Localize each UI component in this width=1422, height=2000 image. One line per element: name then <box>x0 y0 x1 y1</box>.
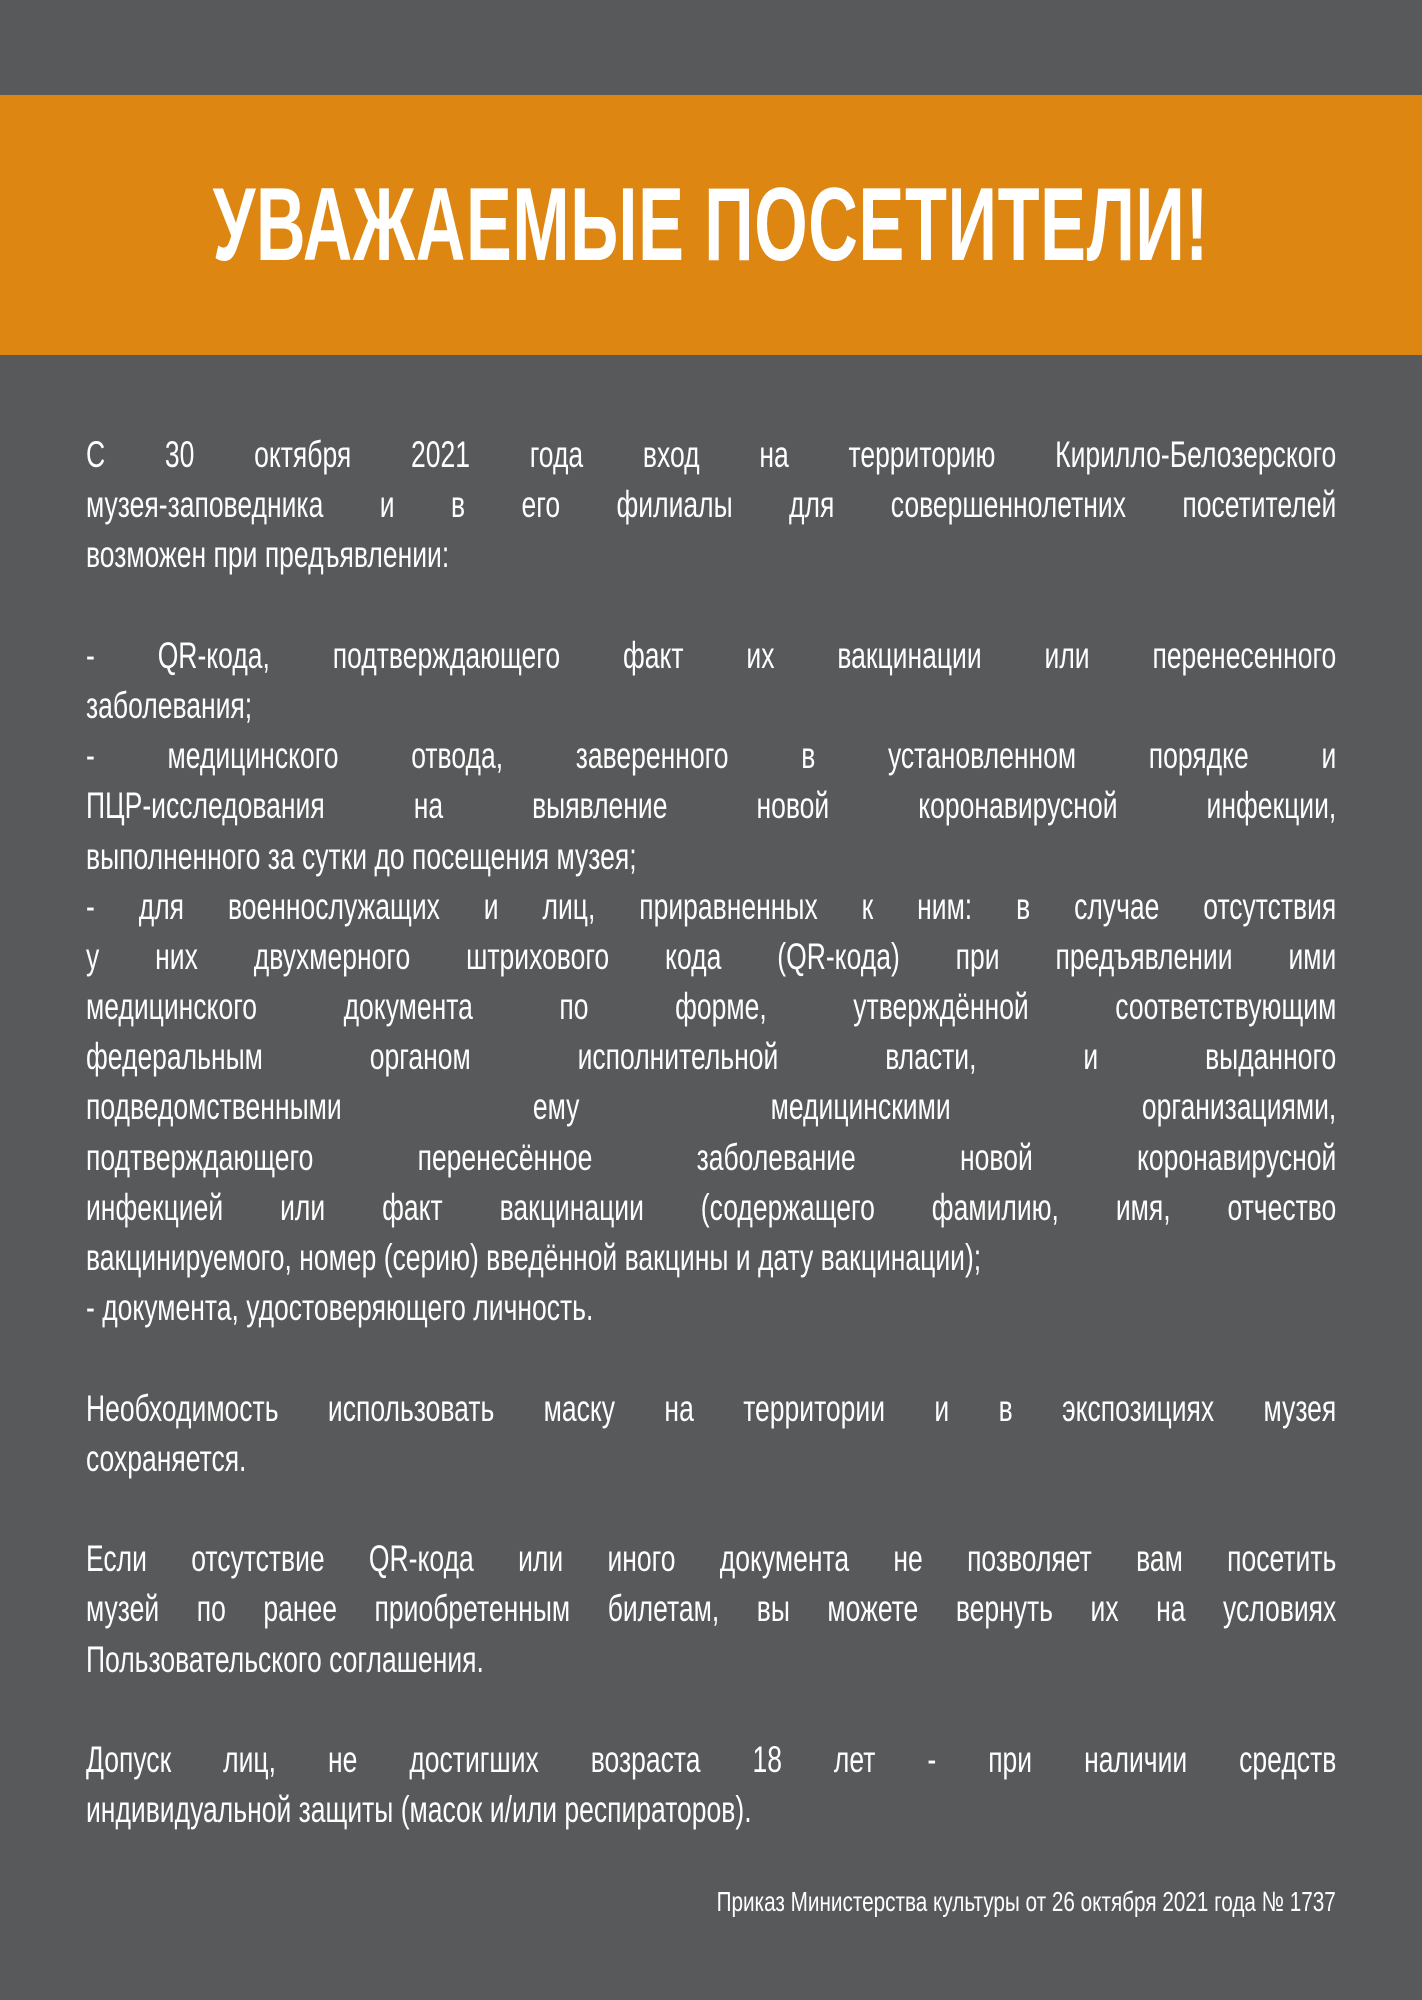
text-line: у них двухмерного штрихового кода (QR-кода) при предъявлении ими <box>86 935 1337 977</box>
text-line: Необходимость использовать маску на территории и в экспозициях музея <box>86 1387 1337 1429</box>
paragraph-minors <box>86 1735 1336 1835</box>
text-line: ПЦР-исследования на выявление новой коронавирусной инфекции, <box>86 785 1337 827</box>
paragraph-requirements <box>86 631 1336 1334</box>
text-line: подтверждающего перенесённое заболевание новой коронавирусной <box>86 1136 1337 1178</box>
text-line: подведомственными ему медицинскими организациями, <box>86 1086 1337 1128</box>
list-item-military: - для военнослужащих и лиц, приравненных к ним: в случае отсутствия <box>86 885 1337 927</box>
order-reference-text: Приказ Министерства культуры от 26 октября 2021 года № 1737 <box>716 1886 1336 1917</box>
page-title-text: УВАЖАЕМЫЕ ПОСЕТИТЕЛИ! <box>212 167 1210 283</box>
text-line: индивидуальной защиты (масок и/или респираторов). <box>86 1789 752 1831</box>
order-reference <box>536 1882 1336 1922</box>
text-line: С 30 октября 2021 года вход на территорию Кирилло-Белозерского <box>86 434 1337 475</box>
text-line: сохраняется. <box>86 1437 247 1479</box>
page-title <box>0 95 1422 355</box>
list-item-medical-exemption: - медицинского отвода, заверенного в установленном порядке и <box>86 735 1337 777</box>
text-line: инфекцией или факт вакцинации (содержащего фамилию, имя, отчество <box>86 1186 1337 1228</box>
notice-body <box>86 430 1336 1835</box>
text-line: заболевания; <box>86 684 253 726</box>
text-line: музея-заповедника и в его филиалы для совершеннолетних посетителей <box>86 484 1337 526</box>
text-line: вакцинируемого, номер (серию) введённой вакцины и дату вакцинации); <box>86 1237 982 1278</box>
paragraph-mask <box>86 1384 1336 1484</box>
text-line: музей по ранее приобретенным билетам, вы можете вернуть их на условиях <box>86 1588 1337 1630</box>
text-line: федеральным органом исполнительной власти, и выданного <box>86 1036 1337 1078</box>
list-item-identity-document: - документа, удостоверяющего личность. <box>86 1287 594 1329</box>
header-banner <box>0 95 1422 355</box>
text-line: Допуск лиц, не достигших возраста 18 лет - при наличии средств <box>86 1738 1337 1780</box>
list-item-qr: - QR-кода, подтверждающего факт их вакцинации или перенесенного <box>86 634 1337 676</box>
paragraph-intro <box>86 430 1336 581</box>
text-line: медицинского документа по форме, утверждённой соответствующим <box>86 986 1337 1028</box>
text-line: Пользовательского соглашения. <box>86 1638 484 1680</box>
text-line: Если отсутствие QR-кода или иного документа не позволяет вам посетить <box>86 1538 1337 1580</box>
text-line: выполненного за сутки до посещения музея; <box>86 835 637 877</box>
paragraph-refund <box>86 1534 1336 1685</box>
text-line: возможен при предъявлении: <box>86 534 450 576</box>
